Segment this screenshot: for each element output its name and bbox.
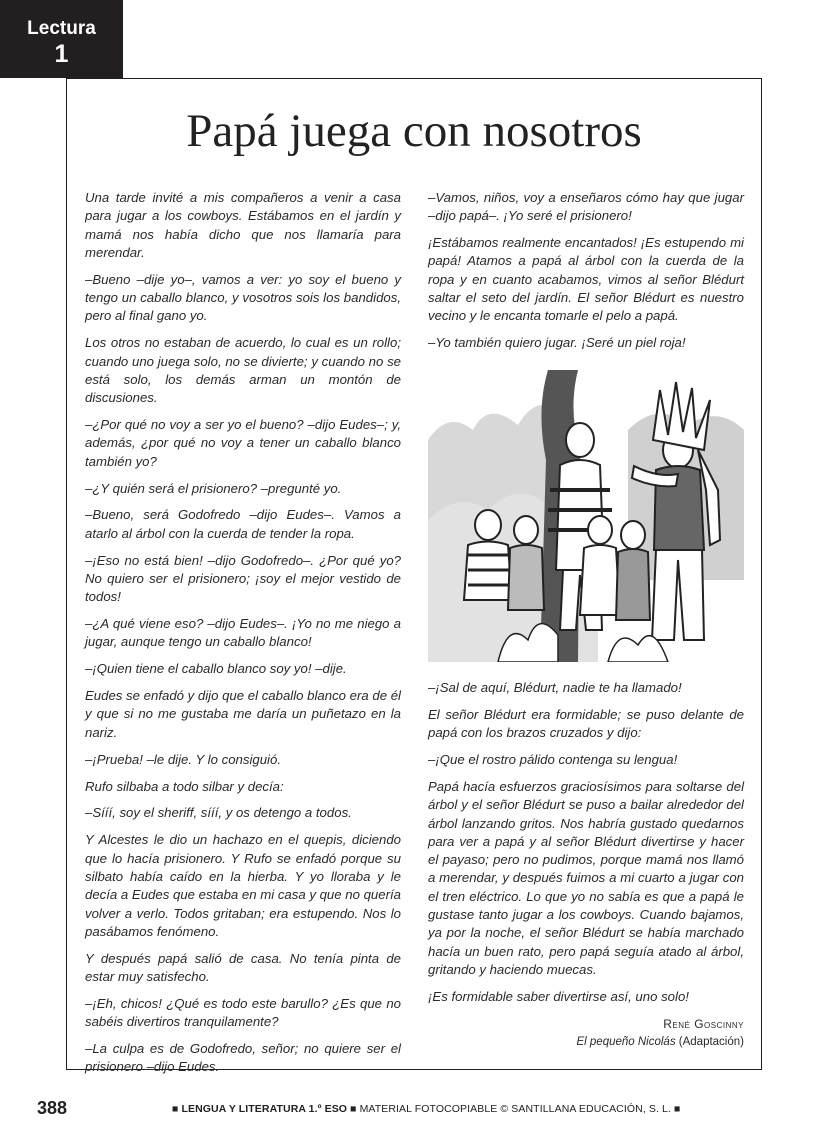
- paragraph: –¡Que el rostro pálido contenga su lengua!: [428, 752, 678, 768]
- page-number: 388: [37, 1098, 68, 1118]
- paragraph: Una tarde invité a mis compañeros a venir a casa para jugar a los cowboys. Estábamos en el jardín y mamá nos había dicho que nos llamaría para merendar.: [85, 190, 401, 260]
- story-illustration: [428, 370, 744, 662]
- paragraph: –Bueno –dije yo–, vamos a ver: yo soy el bueno y tengo un caballo blanco, y vosotros sois los bandidos, pero al final gano yo.: [85, 271, 401, 324]
- page-title: Papá juega con nosotros: [186, 105, 642, 157]
- paragraph: ¡Estábamos realmente encantados! ¡Es estupendo mi papá! Atamos a papá al árbol con la cuerda de la ropa y en cuanto acabamos, vimos al señor Blédurt saltar el seto del jardín. El señor Blédurt es nuestro vecino y le encanta tomarle el pelo a papá.: [428, 235, 744, 324]
- illustration-drawing: [428, 370, 744, 662]
- paragraph: –Vamos, niños, voy a enseñaros cómo hay que jugar –dijo papá–. ¡Yo seré el prisionero!: [428, 190, 744, 224]
- paragraph: –La culpa es de Godofredo, señor; no quiere ser el prisionero –dijo Eudes.: [85, 1041, 401, 1075]
- paragraph: Rufo silbaba a todo silbar y decía:: [85, 778, 284, 794]
- paragraph: Eudes se enfadó y dijo que el caballo blanco era de él y que si no me gustaba me daría un puñetazo en la nariz.: [85, 688, 401, 740]
- paragraph: –¿A qué viene eso? –dijo Eudes–. ¡Yo no me niego a jugar, aunque tengo un caballo blanco!: [85, 616, 401, 650]
- paragraph: Papá hacía esfuerzos graciosísimos para soltarse del árbol y el señor Blédurt se puso a bailar alrededor del árbol lanzando gritos. Nos habría gustado quedarnos para ver a papá y al señor Blédurt divertirse y hacer el payaso; pero no pudimos, porque mamá nos llamó a merendar, y después fuimos a mi cuarto a jugar con el tren eléctrico. Lo que yo no sabía es que a papá le gustase tanto jugar a los cowboys. Cuando bajamos, ya por la noche, el señor Blédurt se había marchado hacía un buen rato, pero papá seguía atado al árbol, gritando y haciendo muecas.: [428, 778, 744, 977]
- paragraph: –Sííí, soy el sheriff, sííí, y os detengo a todos.: [85, 805, 352, 821]
- right-column-top: [428, 189, 744, 361]
- paragraph: ¡Es formidable saber divertirse así, uno solo!: [428, 988, 689, 1004]
- adaptation-note: (Adaptación): [678, 1035, 744, 1048]
- paragraph: Y Alcestes le dio un hachazo en el quepis, diciendo que lo hacía prisionero. Y Rufo se enfadó porque su silbato había caído en la hierba. Y yo lloraba y le decía a Eudes que estaba en mi casa y que no quería volver a verlo. Todos gritaban; era estupendo. Nos lo pasábamos fenómeno.: [85, 832, 401, 939]
- paragraph: –Bueno, será Godofredo –dijo Eudes–. Vamos a atarlo al árbol con la cuerda de tender la ropa.: [85, 507, 401, 541]
- paragraph: –¿Por qué no voy a ser yo el bueno? –dijo Eudes–; y, además, ¿por qué no voy a tener un caballo blanco también yo?: [85, 417, 401, 469]
- lectura-tab: [0, 0, 123, 78]
- book-credit: [428, 1033, 744, 1051]
- paragraph: –¡Eso no está bien! –dijo Godofredo–. ¿Por qué yo? No quiero ser el prisionero; ¡soy el mejor vestido de todos!: [85, 552, 401, 605]
- author-name: René Goscinny: [663, 1016, 744, 1031]
- paragraph: –Yo también quiero jugar. ¡Seré un piel roja!: [428, 335, 686, 351]
- paragraph: –¡Prueba! –le dije. Y lo consiguió.: [85, 751, 281, 767]
- paragraph: Los otros no estaban de acuerdo, lo cual es un rollo; cuando uno juega solo, no se divierte; y cuando no se está solo, los demás arman un montón de discusiones.: [85, 335, 401, 406]
- right-column-bottom: [428, 679, 744, 1051]
- lectura-label: Lectura: [27, 18, 96, 39]
- paragraph: –¿Y quién será el prisionero? –pregunté yo.: [85, 480, 342, 496]
- left-column: [85, 189, 401, 1085]
- footer-text: [172, 1103, 680, 1115]
- paragraph: Y después papá salió de casa. No tenía pinta de estar muy satisfecho.: [85, 950, 401, 984]
- footer-subject: ■ LENGUA Y LITERATURA 1.º ESO ■: [172, 1103, 357, 1115]
- book-title: El pequeño Nicolás: [576, 1035, 676, 1048]
- paragraph: –¡Sal de aquí, Blédurt, nadie te ha llamado!: [428, 680, 682, 695]
- footer-copyright: MATERIAL FOTOCOPIABLE © SANTILLANA EDUCACIÓN, S. L. ■: [359, 1103, 681, 1115]
- paragraph: –¡Eh, chicos! ¿Qué es todo este barullo? ¿Es que no sabéis divertiros tranquilamente?: [85, 995, 401, 1030]
- paragraph: El señor Blédurt era formidable; se puso delante de papá con los brazos cruzados y dijo:: [428, 706, 744, 741]
- credit: [428, 1015, 744, 1051]
- paragraph: –¡Quien tiene el caballo blanco soy yo! –dije.: [85, 661, 347, 677]
- lectura-number: 1: [54, 40, 69, 68]
